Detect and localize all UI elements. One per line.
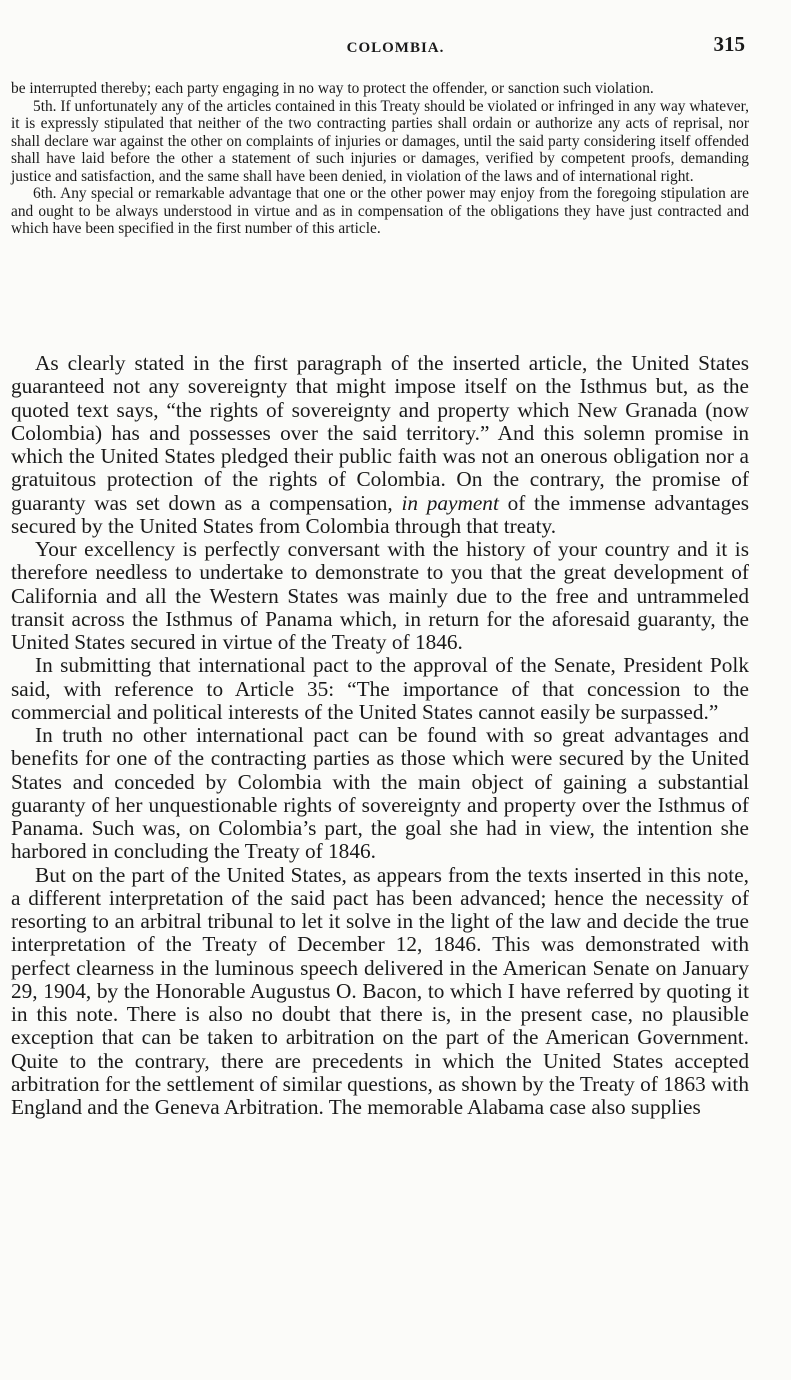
body-paragraph-text: of the immense advantages secured by the United States from Colombia through that treaty. [11, 490, 749, 538]
running-head: COLOMBIA. [346, 40, 445, 56]
quoted-treaty-articles [11, 80, 749, 238]
body-paragraph [11, 352, 749, 538]
body-paragraph: But on the part of the United States, as appears from the texts inserted in this note, a different interpretation of the said pact has been advanced; hence the necessity of resorting to an arbitral tribunal to let it solve in the light of the law and decide the true interpretation of the Treaty of December 12, 1846. This was demonstrated with perfect clearness in the luminous speech delivered in the American Senate on January 29, 1904, by the Honorable Augustus O. Bacon, to which I have referred by quoting it in this note. There is also no doubt that there is, in the present case, no plausible exception that can be taken to arbitration on the part of the American Government. Quite to the contrary, there are precedents in which the United States accepted arbitration for the settlement of similar questions, as shown by the Treaty of 1863 with England and the Geneva Arbitration. The memorable Alabama case also supplies [11, 862, 749, 1119]
quoted-paragraph-sixth: 6th. Any special or remarkable advantage that one or the other power may enjoy from the foregoing stipulation are and ought to be always understood in virtue and as in compensation of the obligations they have just contracted and which have been specified in the first number of this article. [11, 185, 749, 237]
body-paragraph: Your excellency is perfectly conversant with the history of your country and it is therefore needless to undertake to demonstrate to you that the great development of California and all the Western States was mainly due to the free and untrammeled transit across the Isthmus of Panama which, in return for the aforesaid guaranty, the United States secured in virtue of the Treaty of 1846. [11, 537, 749, 654]
quoted-paragraph-continuation: be interrupted thereby; each party engaging in no way to protect the offender, or sanction such violation. [11, 80, 654, 97]
body-paragraph-text: As clearly stated in the first paragraph of the inserted article, the United States guaranteed not any sovereignty that might impose itself on the Isthmus but, as the quoted text says, “the rights of sovereignty and property which New Granada (now Colombia) has and possesses over the said territory.” And this solemn promise in which the United States pledged their public faith was not an onerous obligation nor a gratuitous protection of the rights of Colombia. On the contrary, the promise of guaranty was set down as a compensation, [11, 351, 749, 515]
body-text [11, 352, 749, 1119]
emphasis-text: in payment [401, 490, 499, 515]
quoted-paragraph-fifth: 5th. If unfortunately any of the articles contained in this Treaty should be violated or infringed in any way whatever, it is expressly stipulated that neither of the two contracting parties shall ordain or authorize any acts of reprisal, nor shall declare war against the other on complaints of injuries or damages, until the said party considering itself offended shall have laid before the other a statement of such injuries or damages, verified by competent proofs, demanding justice and satisfaction, and the same shall have been denied, in violation of the laws and of international right. [11, 97, 749, 185]
page-number: 315 [713, 32, 745, 56]
page-header [0, 30, 791, 60]
body-paragraph: In submitting that international pact to the approval of the Senate, President Polk said, with reference to Article 35: “The importance of that concession to the commercial and political interests of the United States cannot easily be surpassed.” [11, 653, 749, 724]
body-paragraph: In truth no other international pact can be found with so great advantages and benefits for one of the contracting parties as those which were secured by the United States and conceded by Colombia with the main object of gaining a substantial guaranty of her unquestionable rights of sovereignty and property over the Isthmus of Panama. Such was, on Colombia’s part, the goal she had in view, the intention she harbored in concluding the Treaty of 1846. [11, 723, 749, 864]
